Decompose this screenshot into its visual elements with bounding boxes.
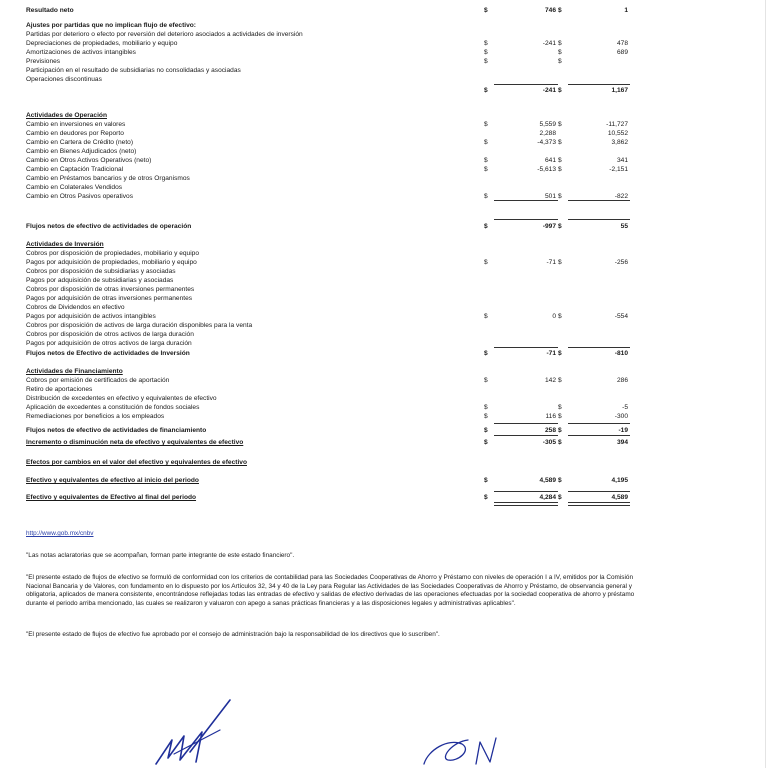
value-current: -4,373: [537, 139, 556, 146]
currency-sign: $: [484, 121, 488, 128]
subtotal-rule: [568, 491, 630, 492]
statement-row: [0, 426, 768, 435]
value-previous: -822: [614, 193, 628, 200]
currency-sign: $: [558, 377, 562, 384]
statement-row: [0, 303, 768, 312]
row-label: Remediaciones por beneficios a los empleados: [26, 413, 165, 420]
value-previous: -554: [614, 313, 628, 320]
statement-row: [0, 66, 768, 75]
value-current: 142: [544, 377, 556, 384]
currency-sign: $: [558, 223, 562, 230]
currency-sign: $: [484, 58, 488, 65]
statement-row: [0, 403, 768, 412]
row-label: Efectivo y equivalentes de Efectivo al final del periodo: [26, 494, 197, 501]
row-label: Pagos por adquisición de otros activos de larga duración: [26, 340, 192, 347]
row-label: Cobros por disposición de otros activos de larga duración: [26, 331, 194, 338]
statement-row: [0, 276, 768, 285]
statement-row: [0, 240, 768, 249]
value-previous: 55: [620, 223, 628, 230]
row-label: Actividades de Inversión: [26, 241, 104, 248]
row-label: Operaciones discontinuas: [26, 76, 102, 83]
currency-sign: $: [558, 58, 562, 65]
row-label: Efectos por cambios en el valor del efectivo y equivalentes de efectivo: [26, 459, 247, 466]
statement-row: [0, 438, 768, 447]
row-label: Actividades de Financiamiento: [26, 368, 123, 375]
statement-row: [0, 6, 768, 15]
total-double-rule: [568, 502, 630, 506]
subtotal-rule: [568, 435, 630, 436]
value-current: 4,589: [539, 477, 556, 484]
currency-sign: $: [558, 49, 562, 56]
currency-sign: $: [558, 427, 562, 434]
value-current: 5,559: [539, 121, 556, 128]
value-current: 0: [552, 313, 556, 320]
row-label: Efectivo y equivalentes de efectivo al inicio del periodo: [26, 477, 199, 484]
signature-left: [150, 692, 260, 768]
value-previous: -810: [614, 350, 628, 357]
statement-row: [0, 249, 768, 258]
currency-sign: $: [558, 439, 562, 446]
statement-row: [0, 156, 768, 165]
currency-sign: $: [484, 166, 488, 173]
statement-row: [0, 174, 768, 183]
row-label: Cambio en Cartera de Crédito (neto): [26, 139, 134, 146]
value-previous: -2,151: [609, 166, 628, 173]
subtotal-rule: [494, 84, 558, 85]
row-label: Distribución de excedentes en efectivo y equivalentes de efectivo: [26, 395, 217, 402]
subtotal-rule: [494, 219, 558, 220]
statement-row: [0, 147, 768, 156]
currency-sign: $: [558, 404, 562, 411]
row-label: Cambio en Otros Pasivos operativos: [26, 193, 134, 200]
row-label: Cambio en Colaterales Vendidos: [26, 184, 123, 191]
row-label: Flujos netos de Efectivo de actividades de Inversión: [26, 350, 190, 357]
currency-sign: $: [484, 313, 488, 320]
row-label: Amortizaciones de activos intangibles: [26, 49, 136, 56]
row-label: Cambio en Captación Tradicional: [26, 166, 124, 173]
row-label: Flujos netos de efectivo de actividades de financiamiento: [26, 427, 207, 434]
value-current: -241: [542, 87, 556, 94]
row-label: Cambio en deudores por Reporto: [26, 130, 124, 137]
currency-sign: $: [558, 157, 562, 164]
value-current: 258: [544, 427, 556, 434]
currency-sign: $: [484, 87, 488, 94]
statement-row: [0, 39, 768, 48]
currency-sign: $: [558, 350, 562, 357]
currency-sign: $: [484, 413, 488, 420]
value-previous: 10,552: [607, 130, 628, 137]
statement-row: [0, 21, 768, 30]
currency-sign: $: [558, 166, 562, 173]
row-label: Cambio en Bienes Adjudicados (neto): [26, 148, 137, 155]
statement-row: [0, 57, 768, 66]
statement-row: [0, 321, 768, 330]
row-label: Cobros por disposición de propiedades, mobiliario y equipo: [26, 250, 200, 257]
currency-sign: $: [484, 404, 488, 411]
row-label: Aplicación de excedentes a constitución de fondos sociales: [26, 404, 200, 411]
value-previous: 3,862: [611, 139, 628, 146]
value-current: -997: [542, 223, 556, 230]
row-label: Pagos por adquisición de propiedades, mobiliario y equipo: [26, 259, 197, 266]
row-label: Cobros por emisión de certificados de aportación: [26, 377, 170, 384]
row-label: Cobros por disposición de activos de larga duración disponibles para la venta: [26, 322, 253, 329]
currency-sign: $: [558, 413, 562, 420]
currency-sign: $: [558, 40, 562, 47]
value-previous: -11,727: [606, 121, 628, 128]
value-previous: -19: [618, 427, 628, 434]
value-current: -241: [542, 40, 556, 47]
subtotal-rule: [494, 423, 558, 424]
statement-row: [0, 367, 768, 376]
statement-row: [0, 493, 768, 502]
statement-row: [0, 165, 768, 174]
row-label: Pagos por adquisición de subsidiarias y asociadas: [26, 277, 174, 284]
statement-row: [0, 258, 768, 267]
value-current: 641: [544, 157, 556, 164]
cnbv-link-line: [26, 530, 636, 539]
currency-sign: $: [484, 193, 488, 200]
value-previous: 1,167: [611, 87, 628, 94]
footnote-approval: "El presente estado de flujos de efectivo fue aprobado por el consejo de administración bajo la responsabilidad de los directivos que lo suscriben".: [26, 631, 440, 638]
statement-row: [0, 330, 768, 339]
row-label: Actividades de Operación: [26, 112, 107, 119]
statement-row: [0, 476, 768, 485]
currency-sign: $: [484, 259, 488, 266]
cnbv-link[interactable]: http://www.gob.mx/cnbv: [26, 530, 94, 537]
row-label: Pagos por adquisición de activos intangibles: [26, 313, 156, 320]
footnote-notes: "Las notas aclaratorias que se acompañan, forman parte integrante de este estado financiero".: [26, 552, 295, 559]
statement-row: [0, 183, 768, 192]
currency-sign: $: [558, 477, 562, 484]
statement-row: [0, 285, 768, 294]
currency-sign: $: [558, 87, 562, 94]
value-previous: 1: [624, 7, 628, 14]
value-previous: 689: [616, 49, 628, 56]
row-label: Cobros por disposición de otras inversiones permanentes: [26, 286, 195, 293]
value-previous: 4,195: [611, 477, 628, 484]
value-previous: 286: [616, 377, 628, 384]
subtotal-rule: [568, 200, 630, 201]
value-current: 116: [545, 413, 556, 420]
statement-row: [0, 120, 768, 129]
currency-sign: $: [558, 313, 562, 320]
value-current: 746: [544, 7, 556, 14]
row-label: Partidas por deterioro o efecto por reversión del deterioro asociados a actividades de inversión: [26, 31, 303, 38]
value-previous: 478: [616, 40, 628, 47]
currency-sign: $: [558, 259, 562, 266]
statement-row: [0, 349, 768, 358]
currency-sign: $: [558, 7, 562, 14]
row-label: Pagos por adquisición de otras inversiones permanentes: [26, 295, 193, 302]
signature-right: [418, 730, 528, 768]
currency-sign: $: [484, 494, 488, 501]
statement-row: [0, 111, 768, 120]
statement-row: [0, 312, 768, 321]
value-previous: 394: [616, 439, 628, 446]
statement-row: [0, 222, 768, 231]
statement-row: [0, 385, 768, 394]
currency-sign: $: [484, 477, 488, 484]
row-label: Retiro de aportaciones: [26, 386, 93, 393]
statement-row: [0, 48, 768, 57]
currency-sign: $: [484, 49, 488, 56]
subtotal-rule: [494, 347, 558, 348]
currency-sign: $: [484, 439, 488, 446]
currency-sign: $: [484, 377, 488, 384]
statement-row: [0, 458, 768, 467]
total-double-rule: [494, 502, 558, 506]
value-current: -305: [542, 439, 556, 446]
value-previous: 4,589: [611, 494, 628, 501]
row-label: Participación en el resultado de subsidiarias no consolidadas y asociadas: [26, 67, 241, 74]
statement-row: [0, 30, 768, 39]
value-previous: -5: [622, 404, 628, 411]
subtotal-rule: [568, 347, 630, 348]
subtotal-rule: [568, 84, 630, 85]
subtotal-rule: [494, 200, 558, 201]
statement-row: [0, 412, 768, 421]
statement-row: [0, 394, 768, 403]
currency-sign: $: [558, 193, 562, 200]
currency-sign: $: [558, 139, 562, 146]
value-current: -5,613: [537, 166, 556, 173]
value-current: -71: [546, 259, 556, 266]
footnote-legal-basis: "El presente estado de flujos de efectivo se formuló de conformidad con los criterios de contabilidad para las Sociedades Cooperativas de Ahorro y Préstamo con niveles de operación I a IV, emitidos por la Comisión Nacional Bancaria y de Valores, con fundamento en lo dispuesto por los Artículos 32, 34 y 40 de la Ley para Regular las Actividades de las Sociedades Cooperativas de Ahorro y Préstamo, de observancia general y obligatoria, aplicados de manera consistente, encontrándose reflejadas todas las entradas de efectivo y salidas de efectivo derivadas de las operaciones efectuadas por la sociedad cooperativa de ahorro y préstamo durante el periodo arriba mencionado, las cuales se realizaron y valuaron con apego a sanas prácticas financieras y a las disposiciones legales y administrativas aplicables".: [26, 574, 635, 607]
value-previous: 341: [616, 157, 628, 164]
row-label: Incremento o disminución neta de efectivo y equivalentes de efectivo: [26, 439, 244, 446]
statement-row: [0, 294, 768, 303]
value-current: 4,284: [539, 494, 556, 501]
subtotal-rule: [568, 423, 630, 424]
currency-sign: $: [484, 157, 488, 164]
currency-sign: $: [484, 223, 488, 230]
value-current: -71: [546, 350, 556, 357]
currency-sign: $: [484, 7, 488, 14]
row-label: Cambio en Otros Activos Operativos (neto): [26, 157, 152, 164]
currency-sign: $: [558, 494, 562, 501]
currency-sign: $: [484, 350, 488, 357]
row-label: Previsiones: [26, 58, 61, 65]
currency-sign: $: [484, 427, 488, 434]
row-label: Resultado neto: [26, 7, 74, 14]
statement-row: [0, 86, 768, 95]
statement-row: [0, 129, 768, 138]
row-label: Cobros por disposición de subsidiarias y asociadas: [26, 268, 176, 275]
row-label: Cobros de Dividendos en efectivo: [26, 304, 125, 311]
row-label: Ajustes por partidas que no implican flujo de efectivo:: [26, 22, 196, 29]
statement-row: [0, 192, 768, 201]
row-label: Cambio en Préstamos bancarios y de otros Organismos: [26, 175, 190, 182]
row-label: Cambio en inversiones en valores: [26, 121, 126, 128]
page-edge: [765, 0, 766, 768]
row-label: Depreciaciones de propiedades, mobiliario y equipo: [26, 40, 178, 47]
subtotal-rule: [494, 491, 558, 492]
statement-row: [0, 267, 768, 276]
currency-sign: $: [558, 121, 562, 128]
statement-row: [0, 75, 768, 84]
statement-row: [0, 138, 768, 147]
value-current: 501: [544, 193, 556, 200]
subtotal-rule: [568, 219, 630, 220]
value-current: 2,288: [539, 130, 556, 137]
subtotal-rule: [494, 435, 558, 436]
statement-row: [0, 376, 768, 385]
statement-row: [0, 339, 768, 348]
currency-sign: $: [484, 40, 488, 47]
value-previous: -256: [614, 259, 628, 266]
currency-sign: $: [484, 139, 488, 146]
row-label: Flujos netos de efectivo de actividades de operación: [26, 223, 192, 230]
value-previous: -300: [614, 413, 628, 420]
